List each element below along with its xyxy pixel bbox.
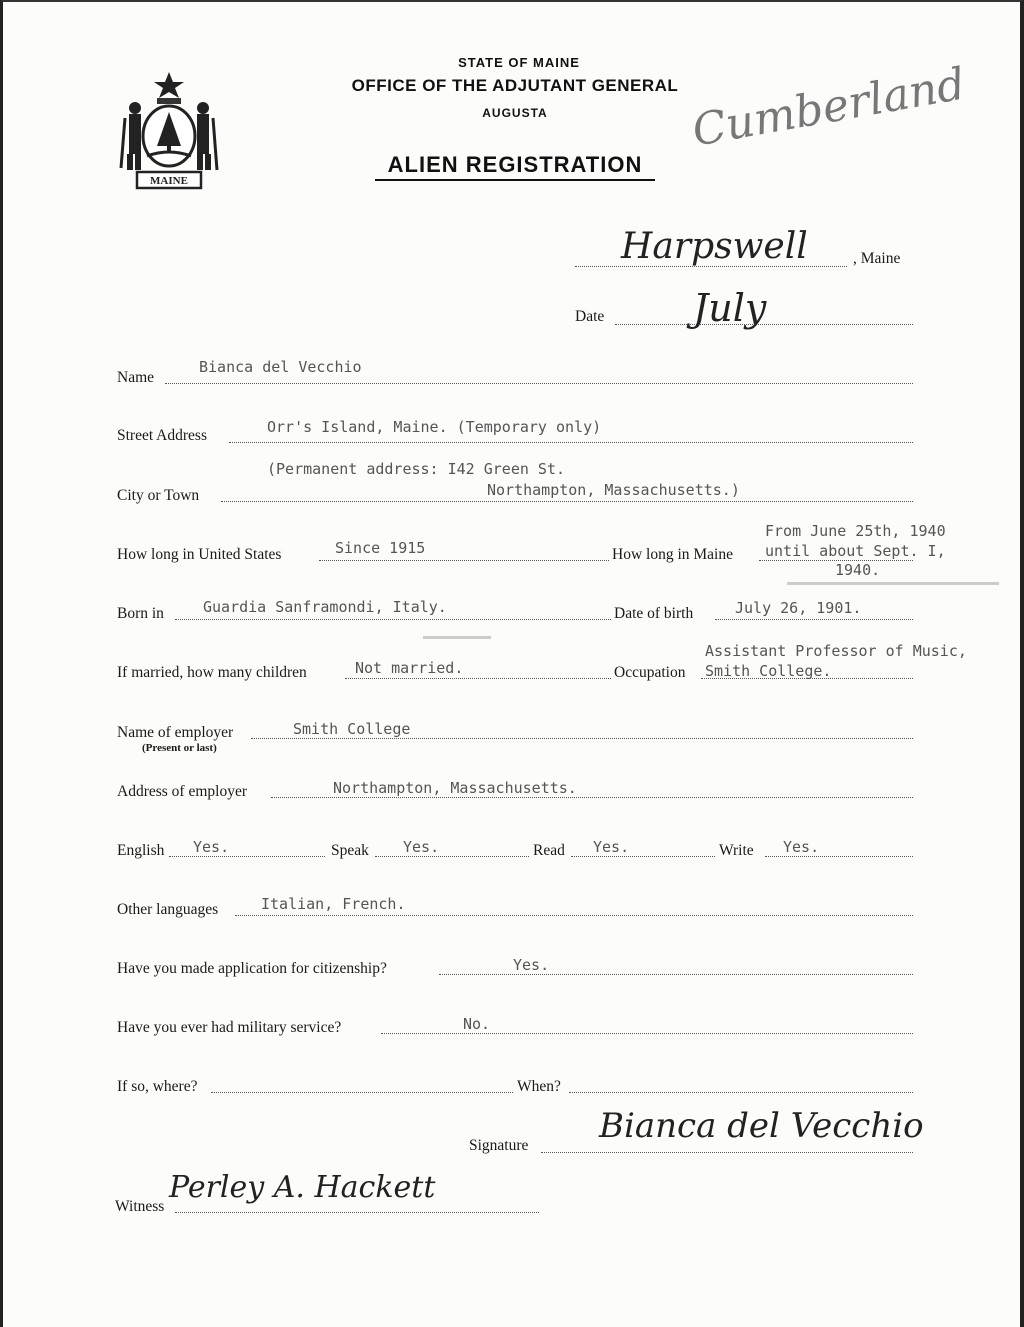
citizenship-value: Yes.	[513, 956, 550, 974]
street-address-label: Street Address	[117, 427, 207, 444]
military-value: No.	[463, 1015, 491, 1033]
write-value: Yes.	[783, 838, 820, 856]
permanent-address-line2: Northampton, Massachusetts.)	[487, 481, 740, 499]
how-long-maine-label: How long in Maine	[612, 546, 733, 563]
handwritten-date: July	[693, 286, 767, 330]
where-line	[211, 1092, 513, 1093]
city-or-town-label: City or Town	[117, 487, 200, 504]
other-languages-line	[235, 915, 913, 916]
write-label: Write	[719, 842, 754, 859]
date-label: Date	[575, 308, 605, 325]
witness-label: Witness	[115, 1198, 165, 1215]
date-of-birth-line	[715, 619, 913, 620]
how-long-maine-value-2: until about Sept. I,	[765, 542, 946, 560]
english-value: Yes.	[193, 838, 230, 856]
how-long-us-label: How long in United States	[117, 546, 282, 563]
when-label: When?	[517, 1078, 561, 1095]
military-label: Have you ever had military service?	[117, 1019, 342, 1036]
street-address-value: Orr's Island, Maine. (Temporary only)	[267, 418, 602, 436]
how-long-us-value: Since 1915	[335, 539, 426, 557]
citizenship-line	[439, 974, 913, 975]
occupation-label: Occupation	[614, 664, 686, 681]
employer-address-value: Northampton, Massachusetts.	[333, 779, 577, 797]
signature-line	[541, 1152, 913, 1153]
write-line	[765, 856, 913, 857]
city-heading: AUGUSTA	[482, 106, 548, 120]
children-label: If married, how many children	[117, 664, 307, 681]
form-title: ALIEN REGISTRATION	[387, 152, 643, 177]
born-in-line	[175, 619, 611, 620]
handwritten-signature: Bianca del Vecchio	[599, 1106, 924, 1146]
employer-line	[251, 738, 913, 739]
citizenship-label: Have you made application for citizenship?	[117, 960, 387, 977]
employer-address-line	[271, 797, 913, 798]
title-underline	[375, 179, 655, 181]
name-value: Bianca del Vecchio	[199, 358, 362, 376]
where-label: If so, where?	[117, 1078, 198, 1095]
english-label: English	[117, 842, 165, 859]
read-label: Read	[533, 842, 565, 859]
state-heading: STATE OF MAINE	[458, 55, 580, 70]
speak-line	[375, 856, 529, 857]
how-long-maine-value-3: 1940.	[835, 561, 881, 579]
handwritten-county: Cumberland	[688, 58, 970, 157]
smudge-mark-2	[423, 636, 491, 639]
employer-note: (Present or last)	[142, 742, 217, 754]
children-line	[345, 678, 611, 679]
signature-label: Signature	[469, 1137, 529, 1154]
street-address-line	[229, 442, 913, 443]
how-long-us-line	[319, 560, 609, 561]
read-value: Yes.	[593, 838, 630, 856]
occupation-value-1: Assistant Professor of Music,	[705, 642, 967, 660]
employer-address-label: Address of employer	[117, 783, 247, 800]
military-line	[381, 1033, 913, 1034]
read-line	[571, 856, 715, 857]
name-line	[165, 383, 913, 384]
children-value: Not married.	[355, 659, 464, 677]
employer-label: Name of employer	[117, 724, 234, 741]
occupation-value-2: Smith College.	[705, 662, 832, 680]
seal-label: MAINE	[150, 175, 188, 187]
english-line	[169, 856, 325, 857]
handwritten-town: Harpswell	[621, 226, 808, 267]
witness-line	[175, 1212, 539, 1213]
smudge-mark	[787, 582, 999, 585]
when-line	[569, 1092, 913, 1093]
handwritten-witness: Perley A. Hackett	[169, 1170, 436, 1205]
how-long-maine-value-1: From June 25th, 1940	[765, 522, 946, 540]
speak-value: Yes.	[403, 838, 440, 856]
other-languages-label: Other languages	[117, 901, 219, 918]
city-or-town-line	[221, 501, 913, 502]
employer-value: Smith College	[293, 720, 411, 738]
speak-label: Speak	[331, 842, 369, 859]
date-of-birth-value: July 26, 1901.	[735, 599, 862, 617]
born-in-value: Guardia Sanframondi, Italy.	[203, 598, 447, 616]
date-of-birth-label: Date of birth	[614, 605, 694, 622]
other-languages-value: Italian, French.	[261, 895, 406, 913]
office-heading: OFFICE OF THE ADJUTANT GENERAL	[351, 76, 679, 95]
born-in-label: Born in	[117, 605, 164, 622]
permanent-address-line1: (Permanent address: I42 Green St.	[267, 460, 566, 478]
name-label: Name	[117, 369, 155, 386]
maine-label: , Maine	[853, 250, 901, 267]
